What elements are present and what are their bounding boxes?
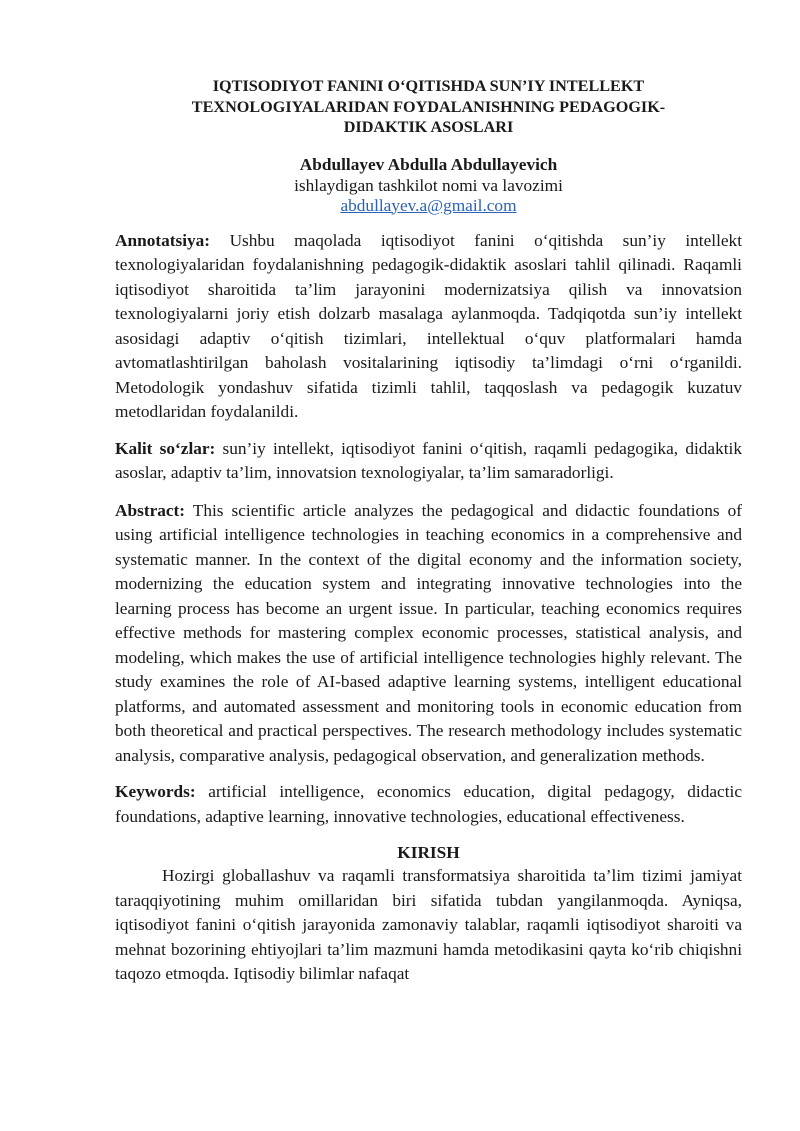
annotation-paragraph [115, 229, 742, 425]
author-name: Abdullayev Abdulla Abdullayevich [299, 154, 558, 174]
abstract-label: Abstract: [115, 500, 186, 520]
annotation-text: Ushbu maqolada iqtisodiyot fanini o‘qitishda sun’iy intellekt texnologiyalaridan foydalanishning pedagogik-didaktik asoslari tahlil qilinadi. Raqamli iqtisodiyot sharoitida ta’lim jarayonini modernizatsiya qilish va innovatsion texnologiyalarni joriy etish dolzarb masalaga aylanmoqda. Tadqiqotda sun’iy intellekt asosidagi adaptiv o‘qitish tizimlari, intellektual o‘quv platformalari hamda avtomatlashtirilgan baholash vositalarining iqtisodiy ta’limdagi o‘rni o‘rganildi. Metodologik yondashuv sifatida tizimli tahlil, taqqoslash va pedagogik kuzatuv metodlaridan foydalanildi. [115, 230, 742, 421]
abstract-text: This scientific article analyzes the pedagogical and didactic foundations of using artificial intelligence technologies in teaching economics in a comprehensive and systematic manner. In the context of the digital economy and the information society, modernizing the education system and integrating innovative technologies into the learning process has become an urgent issue. In particular, teaching economics requires effective methods for mastering complex economic processes, statistical analysis, and modeling, which makes the use of artificial intelligence technologies highly relevant. The study examines the role of AI-based adaptive learning systems, intelligent educational platforms, and automated assessment and monitoring tools in economic education from both theoretical and practical perspectives. The research methodology includes systematic analysis, comparative analysis, pedagogical observation, and generalization methods. [115, 500, 742, 765]
intro-paragraph: Hozirgi globallashuv va raqamli transformatsiya sharoitida ta’lim tizimi jamiyat taraqqiyotining muhim omillaridan biri sifatida tubdan yangilanmoqda. Ayniqsa, iqtisodiyot fanini o‘qitish jarayonida zamonaviy talablar, raqamli iqtisodiyot sharoiti va mehnat bozorining ehtiyojlari ta’lim mazmuni hamda metodikasini qayta ko‘rib chiqishni taqozo etmoqda. Iqtisodiy bilimlar nafaqat [115, 866, 742, 983]
keywords-en-text: artificial intelligence, economics education, digital pedagogy, didactic foundations, adaptive learning, innovative technologies, educational effectiveness. [115, 782, 742, 826]
keywords-uz-text: sun’iy intellekt, iqtisodiyot fanini o‘qitish, raqamli pedagogika, didaktik asoslar, adaptiv ta’lim, innovatsion texnologiyalar, ta’lim samaradorligi. [115, 438, 742, 482]
title-line-1: IQTISODIYOT FANINI O‘QITISHDA SUN’IY INTELLEKT [212, 77, 645, 95]
keywords-en-paragraph [115, 780, 742, 829]
abstract-paragraph [115, 499, 742, 769]
author-email [115, 196, 742, 216]
author-affiliation: ishlaydigan tashkilot nomi va lavozimi [294, 175, 563, 195]
keywords-en-label: Keywords: [115, 782, 196, 801]
section-heading-kirish: KIRISH [397, 843, 460, 862]
keywords-uz-label: Kalit so‘zlar: [115, 438, 216, 458]
paper-page [115, 76, 742, 987]
title-line-3: DIDAKTIK ASOSLARI [343, 118, 514, 136]
title-line-2: TEXNOLOGIYALARIDAN FOYDALANISHNING PEDAGOGIK- [191, 97, 666, 116]
paper-title [115, 76, 742, 138]
annotation-label: Annotatsiya: [115, 230, 211, 250]
author-email-link[interactable]: abdullayev.a@gmail.com [340, 195, 517, 215]
keywords-uz-paragraph [115, 437, 742, 486]
